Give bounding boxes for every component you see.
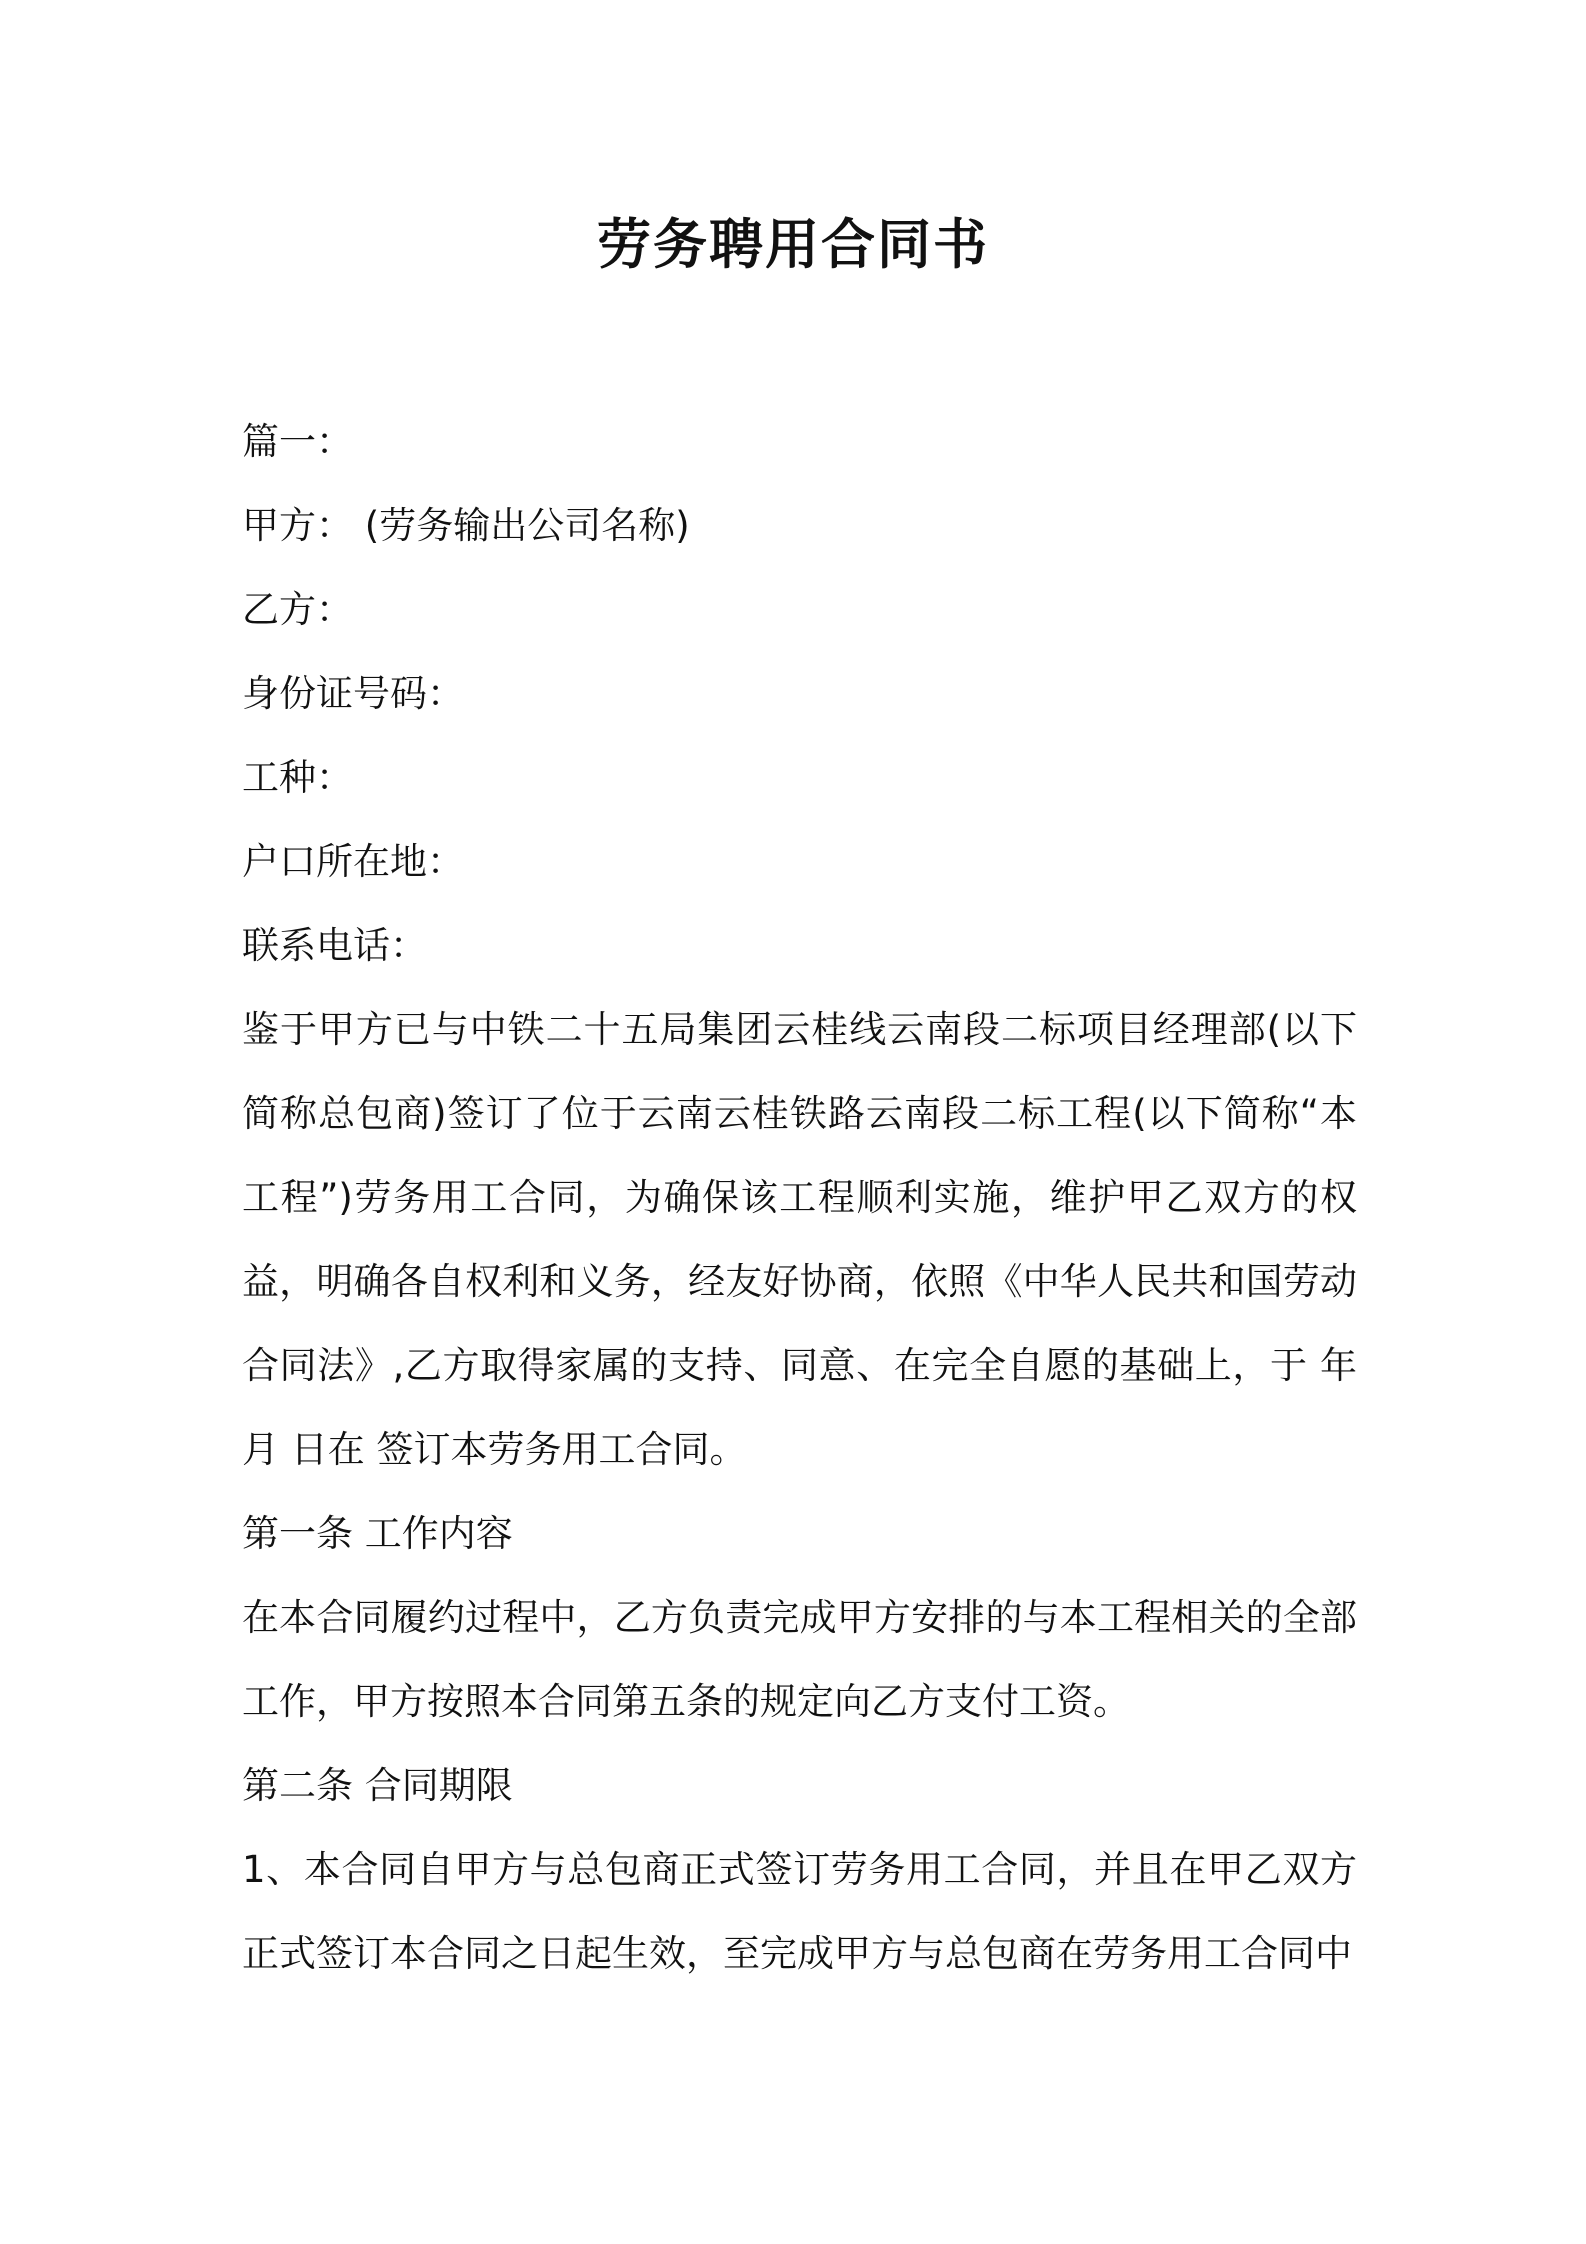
article-1-heading: 第一条 工作内容 xyxy=(242,1512,513,1555)
article-1-paragraph: 在本合同履约过程中，乙方负责完成甲方安排的与本工程相关的全部工作，甲方按照本合同第五条的规定向乙方支付工资。 xyxy=(242,1596,1357,1723)
party-a-field: 甲方： (劳务输出公司名称) xyxy=(242,504,690,547)
id-number-field: 身份证号码： xyxy=(242,672,464,715)
household-registration-field: 户口所在地： xyxy=(242,840,464,883)
phone-field: 联系电话： xyxy=(242,924,427,967)
party-b-field: 乙方： xyxy=(242,588,353,631)
document-title: 劳务聘用合同书 xyxy=(597,213,989,276)
document-body xyxy=(242,400,1357,1996)
job-type-field: 工种： xyxy=(242,756,353,799)
preamble-paragraph: 鉴于甲方已与中铁二十五局集团云桂线云南段二标项目经理部(以下简称总包商)签订了位于云南云桂铁路云南段二标工程(以下简称“本工程”)劳务用工合同，为确保该工程顺利实施，维护甲乙双方的权益，明确各自权利和义务，经友好协商，依照《中华人民共和国劳动合同法》,乙方取得家属的支持、同意、在完全自愿的基础上，于 年 月 日在 签订本劳务用工合同。 xyxy=(242,1008,1357,1471)
section-label: 篇一： xyxy=(242,420,353,463)
article-2-heading: 第二条 合同期限 xyxy=(242,1764,513,1807)
article-2-paragraph: 1、本合同自甲方与总包商正式签订劳务用工合同，并且在甲乙双方正式签订本合同之日起生效，至完成甲方与总包商在劳务用工合同中 xyxy=(242,1848,1357,1975)
